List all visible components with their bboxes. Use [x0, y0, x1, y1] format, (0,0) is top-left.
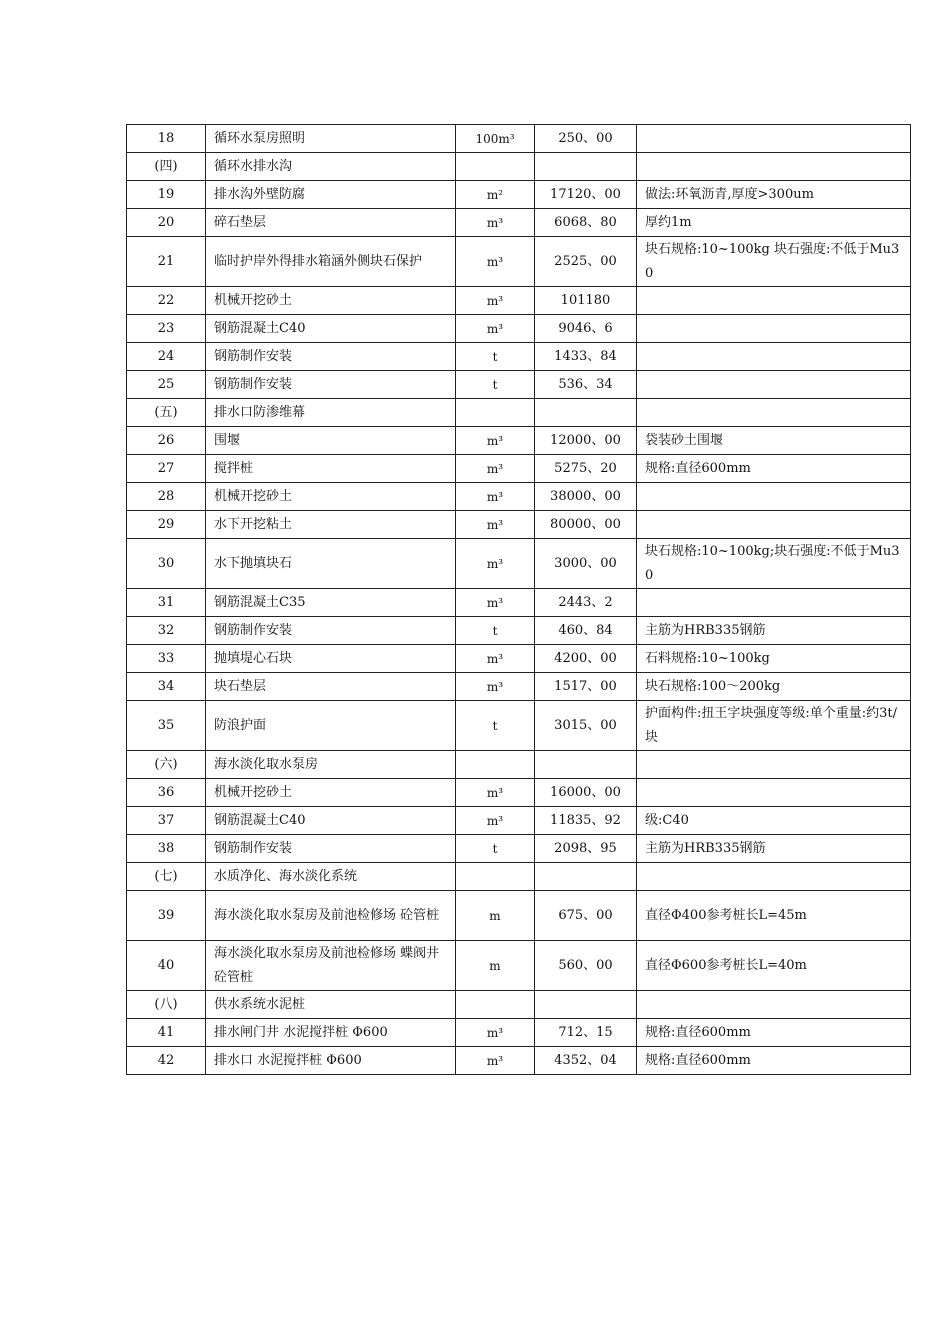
table-row [127, 511, 911, 539]
item-number: 33 [127, 645, 206, 673]
item-number: 42 [127, 1047, 206, 1075]
section-number: (八) [127, 991, 206, 1019]
table-row [127, 891, 911, 941]
item-unit [456, 399, 535, 427]
item-quantity: 17120、00 [535, 181, 637, 209]
item-quantity: 5275、20 [535, 455, 637, 483]
quantity-table [126, 124, 911, 1075]
item-name: 钢筋制作安装 [206, 835, 456, 863]
item-unit: m³ [456, 287, 535, 315]
item-name: 钢筋制作安装 [206, 343, 456, 371]
item-number: 20 [127, 209, 206, 237]
item-name: 机械开挖砂土 [206, 287, 456, 315]
item-quantity: 1433、84 [535, 343, 637, 371]
item-note [637, 751, 911, 779]
table-row [127, 1019, 911, 1047]
table-row [127, 645, 911, 673]
item-unit: t [456, 371, 535, 399]
item-note: 直径Φ400参考桩长L=45m [637, 891, 911, 941]
item-quantity: 250、00 [535, 125, 637, 153]
item-note: 袋装砂土围堰 [637, 427, 911, 455]
table-row [127, 941, 911, 991]
item-note: 直径Φ600参考桩长L=40m [637, 941, 911, 991]
item-name: 钢筋混凝土C35 [206, 589, 456, 617]
section-name: 排水口防渗维幕 [206, 399, 456, 427]
item-unit: m² [456, 181, 535, 209]
section-number: (六) [127, 751, 206, 779]
section-name: 水质净化、海水淡化系统 [206, 863, 456, 891]
item-number: 35 [127, 701, 206, 751]
table-row [127, 427, 911, 455]
item-number: 40 [127, 941, 206, 991]
item-note [637, 287, 911, 315]
item-note: 厚约1m [637, 209, 911, 237]
item-quantity: 536、34 [535, 371, 637, 399]
table-row [127, 673, 911, 701]
item-name: 排水闸门井 水泥搅拌桩 Φ600 [206, 1019, 456, 1047]
item-name: 排水口 水泥搅拌桩 Φ600 [206, 1047, 456, 1075]
item-note [637, 343, 911, 371]
item-name: 机械开挖砂土 [206, 483, 456, 511]
table-row [127, 181, 911, 209]
table-row [127, 455, 911, 483]
section-number: (四) [127, 153, 206, 181]
item-note [637, 483, 911, 511]
item-number: 24 [127, 343, 206, 371]
item-note: 主筋为HRB335钢筋 [637, 617, 911, 645]
item-quantity: 9046、6 [535, 315, 637, 343]
item-number: 26 [127, 427, 206, 455]
section-name: 供水系统水泥桩 [206, 991, 456, 1019]
item-number: 32 [127, 617, 206, 645]
item-name: 钢筋制作安装 [206, 617, 456, 645]
item-note: 规格:直径600mm [637, 1019, 911, 1047]
item-note: 级:C40 [637, 807, 911, 835]
item-name: 搅拌桩 [206, 455, 456, 483]
section-number: (七) [127, 863, 206, 891]
item-unit: t [456, 835, 535, 863]
item-note [637, 779, 911, 807]
item-unit: m³ [456, 427, 535, 455]
item-quantity: 2525、00 [535, 237, 637, 287]
item-unit [456, 863, 535, 891]
item-number: 41 [127, 1019, 206, 1047]
item-name: 海水淡化取水泵房及前池检修场 砼管桩 [206, 891, 456, 941]
item-note: 规格:直径600mm [637, 455, 911, 483]
item-quantity: 3015、00 [535, 701, 637, 751]
item-quantity [535, 399, 637, 427]
item-quantity [535, 863, 637, 891]
item-quantity: 80000、00 [535, 511, 637, 539]
item-note [637, 991, 911, 1019]
item-number: 19 [127, 181, 206, 209]
table-row [127, 701, 911, 751]
item-quantity: 2443、2 [535, 589, 637, 617]
item-note: 石料规格:10~100kg [637, 645, 911, 673]
item-name: 海水淡化取水泵房及前池检修场 蝶阀井 砼管桩 [206, 941, 456, 991]
item-note: 主筋为HRB335钢筋 [637, 835, 911, 863]
item-quantity: 460、84 [535, 617, 637, 645]
section-name: 海水淡化取水泵房 [206, 751, 456, 779]
table-row [127, 589, 911, 617]
item-name: 碎石垫层 [206, 209, 456, 237]
item-number: 27 [127, 455, 206, 483]
item-quantity: 6068、80 [535, 209, 637, 237]
table-row [127, 343, 911, 371]
item-quantity: 712、15 [535, 1019, 637, 1047]
table-row [127, 371, 911, 399]
table-row [127, 287, 911, 315]
section-number: (五) [127, 399, 206, 427]
item-unit: m [456, 941, 535, 991]
item-unit: m³ [456, 315, 535, 343]
item-unit: m³ [456, 237, 535, 287]
item-unit: m³ [456, 483, 535, 511]
item-unit: t [456, 701, 535, 751]
table-row [127, 539, 911, 589]
section-name: 循环水排水沟 [206, 153, 456, 181]
item-number: 18 [127, 125, 206, 153]
item-unit: m³ [456, 807, 535, 835]
item-unit: m³ [456, 645, 535, 673]
item-quantity: 560、00 [535, 941, 637, 991]
item-note [637, 315, 911, 343]
table-row [127, 617, 911, 645]
item-name: 围堰 [206, 427, 456, 455]
item-quantity: 2098、95 [535, 835, 637, 863]
item-number: 22 [127, 287, 206, 315]
table-section-row [127, 863, 911, 891]
table-row [127, 125, 911, 153]
item-number: 38 [127, 835, 206, 863]
item-quantity: 11835、92 [535, 807, 637, 835]
item-quantity: 12000、00 [535, 427, 637, 455]
table-row [127, 807, 911, 835]
item-quantity: 1517、00 [535, 673, 637, 701]
item-number: 39 [127, 891, 206, 941]
item-unit: m³ [456, 589, 535, 617]
table-row [127, 779, 911, 807]
item-note [637, 399, 911, 427]
item-quantity [535, 153, 637, 181]
item-unit: m³ [456, 209, 535, 237]
item-number: 29 [127, 511, 206, 539]
item-name: 抛填堤心石块 [206, 645, 456, 673]
item-unit: 100m³ [456, 125, 535, 153]
item-quantity: 4200、00 [535, 645, 637, 673]
item-note: 块石规格:10~100kg 块石强度:不低于Mu30 [637, 237, 911, 287]
item-name: 循环水泵房照明 [206, 125, 456, 153]
item-unit [456, 751, 535, 779]
item-unit: m³ [456, 1019, 535, 1047]
item-note [637, 863, 911, 891]
item-number: 28 [127, 483, 206, 511]
item-note: 块石规格:100～200kg [637, 673, 911, 701]
item-unit: m³ [456, 511, 535, 539]
table-row [127, 209, 911, 237]
item-quantity [535, 751, 637, 779]
item-number: 21 [127, 237, 206, 287]
item-note: 规格:直径600mm [637, 1047, 911, 1075]
table-section-row [127, 751, 911, 779]
item-number: 34 [127, 673, 206, 701]
table-section-row [127, 991, 911, 1019]
item-quantity: 101180 [535, 287, 637, 315]
item-quantity: 4352、04 [535, 1047, 637, 1075]
table-row [127, 1047, 911, 1075]
item-name: 块石垫层 [206, 673, 456, 701]
item-unit: m³ [456, 779, 535, 807]
item-unit: m³ [456, 455, 535, 483]
item-unit: m³ [456, 1047, 535, 1075]
item-name: 水下抛填块石 [206, 539, 456, 589]
item-unit [456, 991, 535, 1019]
item-note [637, 371, 911, 399]
item-unit: t [456, 617, 535, 645]
item-name: 防浪护面 [206, 701, 456, 751]
item-quantity: 38000、00 [535, 483, 637, 511]
item-note: 块石规格:10~100kg;块石强度:不低于Mu30 [637, 539, 911, 589]
item-note [637, 125, 911, 153]
item-name: 钢筋制作安装 [206, 371, 456, 399]
item-note: 护面构件:扭王字块强度等级:单个重量:约3t/块 [637, 701, 911, 751]
table-section-row [127, 399, 911, 427]
item-name: 钢筋混凝土C40 [206, 315, 456, 343]
item-quantity: 675、00 [535, 891, 637, 941]
item-number: 37 [127, 807, 206, 835]
item-note [637, 589, 911, 617]
item-name: 临时护岸外得排水箱涵外侧块石保护 [206, 237, 456, 287]
item-number: 31 [127, 589, 206, 617]
item-note: 做法:环氧沥青,厚度>300um [637, 181, 911, 209]
item-note [637, 153, 911, 181]
item-quantity: 16000、00 [535, 779, 637, 807]
item-unit [456, 153, 535, 181]
item-quantity: 3000、00 [535, 539, 637, 589]
item-name: 机械开挖砂土 [206, 779, 456, 807]
table-row [127, 483, 911, 511]
item-name: 钢筋混凝土C40 [206, 807, 456, 835]
table-row [127, 237, 911, 287]
item-number: 23 [127, 315, 206, 343]
item-unit: m³ [456, 673, 535, 701]
table-row [127, 315, 911, 343]
item-number: 25 [127, 371, 206, 399]
item-name: 排水沟外壁防腐 [206, 181, 456, 209]
item-quantity [535, 991, 637, 1019]
item-note [637, 511, 911, 539]
item-unit: m [456, 891, 535, 941]
item-name: 水下开挖粘土 [206, 511, 456, 539]
item-unit: m³ [456, 539, 535, 589]
item-number: 30 [127, 539, 206, 589]
item-number: 36 [127, 779, 206, 807]
item-unit: t [456, 343, 535, 371]
table-section-row [127, 153, 911, 181]
table-row [127, 835, 911, 863]
